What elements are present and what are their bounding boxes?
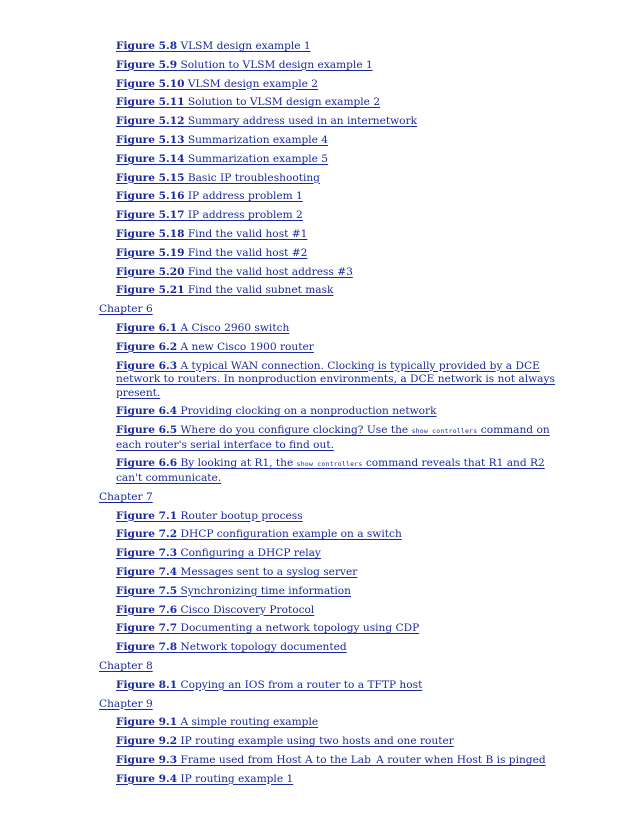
figure-number: Figure 7.6	[116, 603, 178, 616]
figure-caption: A new Cisco 1900 router	[177, 340, 314, 353]
figure-link[interactable]	[116, 247, 562, 261]
figure-link[interactable]	[116, 510, 562, 524]
figure-link[interactable]	[116, 322, 562, 336]
figure-link[interactable]	[116, 566, 562, 580]
figure-caption: By looking at R1, the	[177, 457, 297, 470]
figure-link[interactable]	[116, 547, 562, 561]
figure-caption: A typical WAN connection. Clocking is typically provided by a DCE network to routers. In nonproduction environments, a DCE network is not always present.	[116, 359, 555, 399]
figure-caption: IP address problem 2	[184, 209, 303, 222]
figure-number: Figure 5.18	[116, 227, 185, 240]
figure-number: Figure 8.1	[116, 678, 178, 691]
figure-number: Figure 5.20	[116, 265, 185, 278]
figure-caption: VLSM design example 1	[177, 40, 311, 52]
figure-number: Figure 5.10	[116, 77, 185, 90]
figure-number: Figure 7.3	[116, 547, 178, 560]
figure-number: Figure 7.7	[116, 622, 178, 635]
figure-number: Figure 6.6	[116, 457, 178, 470]
figure-caption: VLSM design example 2	[184, 77, 318, 90]
figure-link[interactable]	[116, 405, 562, 419]
figure-caption: Network topology documented	[177, 641, 347, 654]
command-code: show controllers	[296, 460, 363, 469]
figure-caption: Cisco Discovery Protocol	[177, 603, 315, 616]
figure-number: Figure 9.1	[116, 716, 178, 729]
figure-caption: DHCP configuration example on a switch	[177, 528, 402, 541]
figure-link[interactable]	[116, 360, 562, 401]
figure-link[interactable]	[116, 228, 562, 242]
figure-link[interactable]	[116, 754, 562, 768]
figure-caption: Documenting a network topology using CDP	[177, 622, 420, 635]
figure-link[interactable]	[116, 78, 562, 92]
figure-caption: Find the valid host address #3	[184, 265, 353, 278]
figure-caption: Basic IP troubleshooting	[184, 171, 320, 184]
figure-number: Figure 7.8	[116, 641, 178, 654]
figure-link[interactable]	[116, 134, 562, 148]
figure-number: Figure 5.13	[116, 133, 185, 146]
figure-link[interactable]	[116, 528, 562, 542]
figure-link[interactable]	[116, 115, 562, 129]
figure-list	[0, 40, 638, 791]
figure-number: Figure 6.1	[116, 321, 178, 334]
figure-caption: A Cisco 2960 switch	[177, 321, 290, 334]
figure-caption: A simple routing example	[177, 716, 319, 729]
figure-number: Figure 5.15	[116, 171, 185, 184]
figure-link[interactable]	[116, 190, 562, 204]
figure-caption: IP routing example using two hosts and one router	[177, 735, 454, 748]
figure-link[interactable]	[116, 716, 562, 730]
chapter-link[interactable]: Chapter 6	[99, 303, 153, 316]
figure-number: Figure 7.2	[116, 528, 178, 541]
figure-caption: IP routing example 1	[177, 772, 294, 785]
figure-number: Figure 5.21	[116, 284, 185, 297]
figure-caption: command on each router's serial interface to find out.	[116, 424, 550, 451]
figure-link[interactable]	[116, 284, 562, 298]
figure-caption: Providing clocking on a nonproduction network	[177, 405, 437, 418]
figure-link[interactable]	[116, 341, 562, 355]
figure-link[interactable]	[116, 96, 562, 110]
chapter-link[interactable]: Chapter 8	[99, 659, 153, 672]
figure-link[interactable]	[116, 773, 562, 787]
chapter-link[interactable]: Chapter 7	[99, 490, 153, 503]
figure-caption: Frame used from Host A to the Lab_A router when Host B is pinged	[177, 753, 546, 766]
figure-link[interactable]	[116, 59, 562, 73]
figure-number: Figure 5.9	[116, 58, 178, 71]
chapter-link[interactable]: Chapter 9	[99, 697, 153, 710]
figure-number: Figure 5.17	[116, 209, 185, 222]
figure-caption: Solution to VLSM design example 1	[177, 58, 373, 71]
command-code: show controllers	[411, 427, 478, 436]
figure-number: Figure 6.5	[116, 424, 178, 437]
figure-link[interactable]	[116, 604, 562, 618]
figure-number: Figure 5.14	[116, 152, 185, 165]
figure-link[interactable]	[116, 40, 562, 54]
figure-number: Figure 5.8	[116, 40, 178, 52]
figure-caption: command reveals that R1 and R2 can't communicate.	[116, 457, 545, 484]
figure-link[interactable]	[116, 679, 562, 693]
figure-caption: Messages sent to a syslog server	[177, 565, 358, 578]
figure-caption: Summarization example 4	[184, 133, 329, 146]
figure-link[interactable]	[116, 641, 562, 655]
figure-link[interactable]	[116, 266, 562, 280]
figure-number: Figure 7.1	[116, 509, 178, 522]
figure-number: Figure 6.4	[116, 405, 178, 418]
figure-link[interactable]	[116, 172, 562, 186]
figure-caption: Copying an IOS from a router to a TFTP host	[177, 678, 423, 691]
figure-caption: Find the valid host #1	[184, 227, 308, 240]
figure-caption: Solution to VLSM design example 2	[184, 96, 381, 109]
figure-number: Figure 5.12	[116, 115, 185, 128]
figure-number: Figure 5.16	[116, 190, 185, 203]
figure-caption: Find the valid host #2	[184, 246, 308, 259]
figure-number: Figure 7.5	[116, 584, 178, 597]
figure-link[interactable]	[116, 153, 562, 167]
figure-link[interactable]	[116, 209, 562, 223]
figure-caption: Find the valid subnet mask	[184, 284, 334, 297]
figure-number: Figure 5.11	[116, 96, 185, 109]
figure-number: Figure 9.4	[116, 772, 178, 785]
figure-caption: Configuring a DHCP relay	[177, 547, 321, 560]
figure-number: Figure 6.2	[116, 340, 178, 353]
figure-caption: Router bootup process	[177, 509, 303, 522]
figure-number: Figure 9.2	[116, 735, 178, 748]
figure-link[interactable]	[116, 585, 562, 599]
figure-caption: Synchronizing time information	[177, 584, 352, 597]
figure-caption: Summary address used in an internetwork	[184, 115, 418, 128]
figure-caption: Summarization example 5	[184, 152, 329, 165]
figure-link[interactable]	[116, 424, 562, 452]
figure-number: Figure 7.4	[116, 565, 178, 578]
figure-number: Figure 5.19	[116, 246, 185, 259]
figure-link[interactable]	[116, 622, 562, 636]
figure-link[interactable]	[116, 457, 562, 485]
figure-caption: Where do you configure clocking? Use the	[177, 424, 412, 437]
figure-number: Figure 9.3	[116, 753, 178, 766]
figure-link[interactable]	[116, 735, 562, 749]
figure-number: Figure 6.3	[116, 359, 178, 372]
figure-caption: IP address problem 1	[184, 190, 303, 203]
